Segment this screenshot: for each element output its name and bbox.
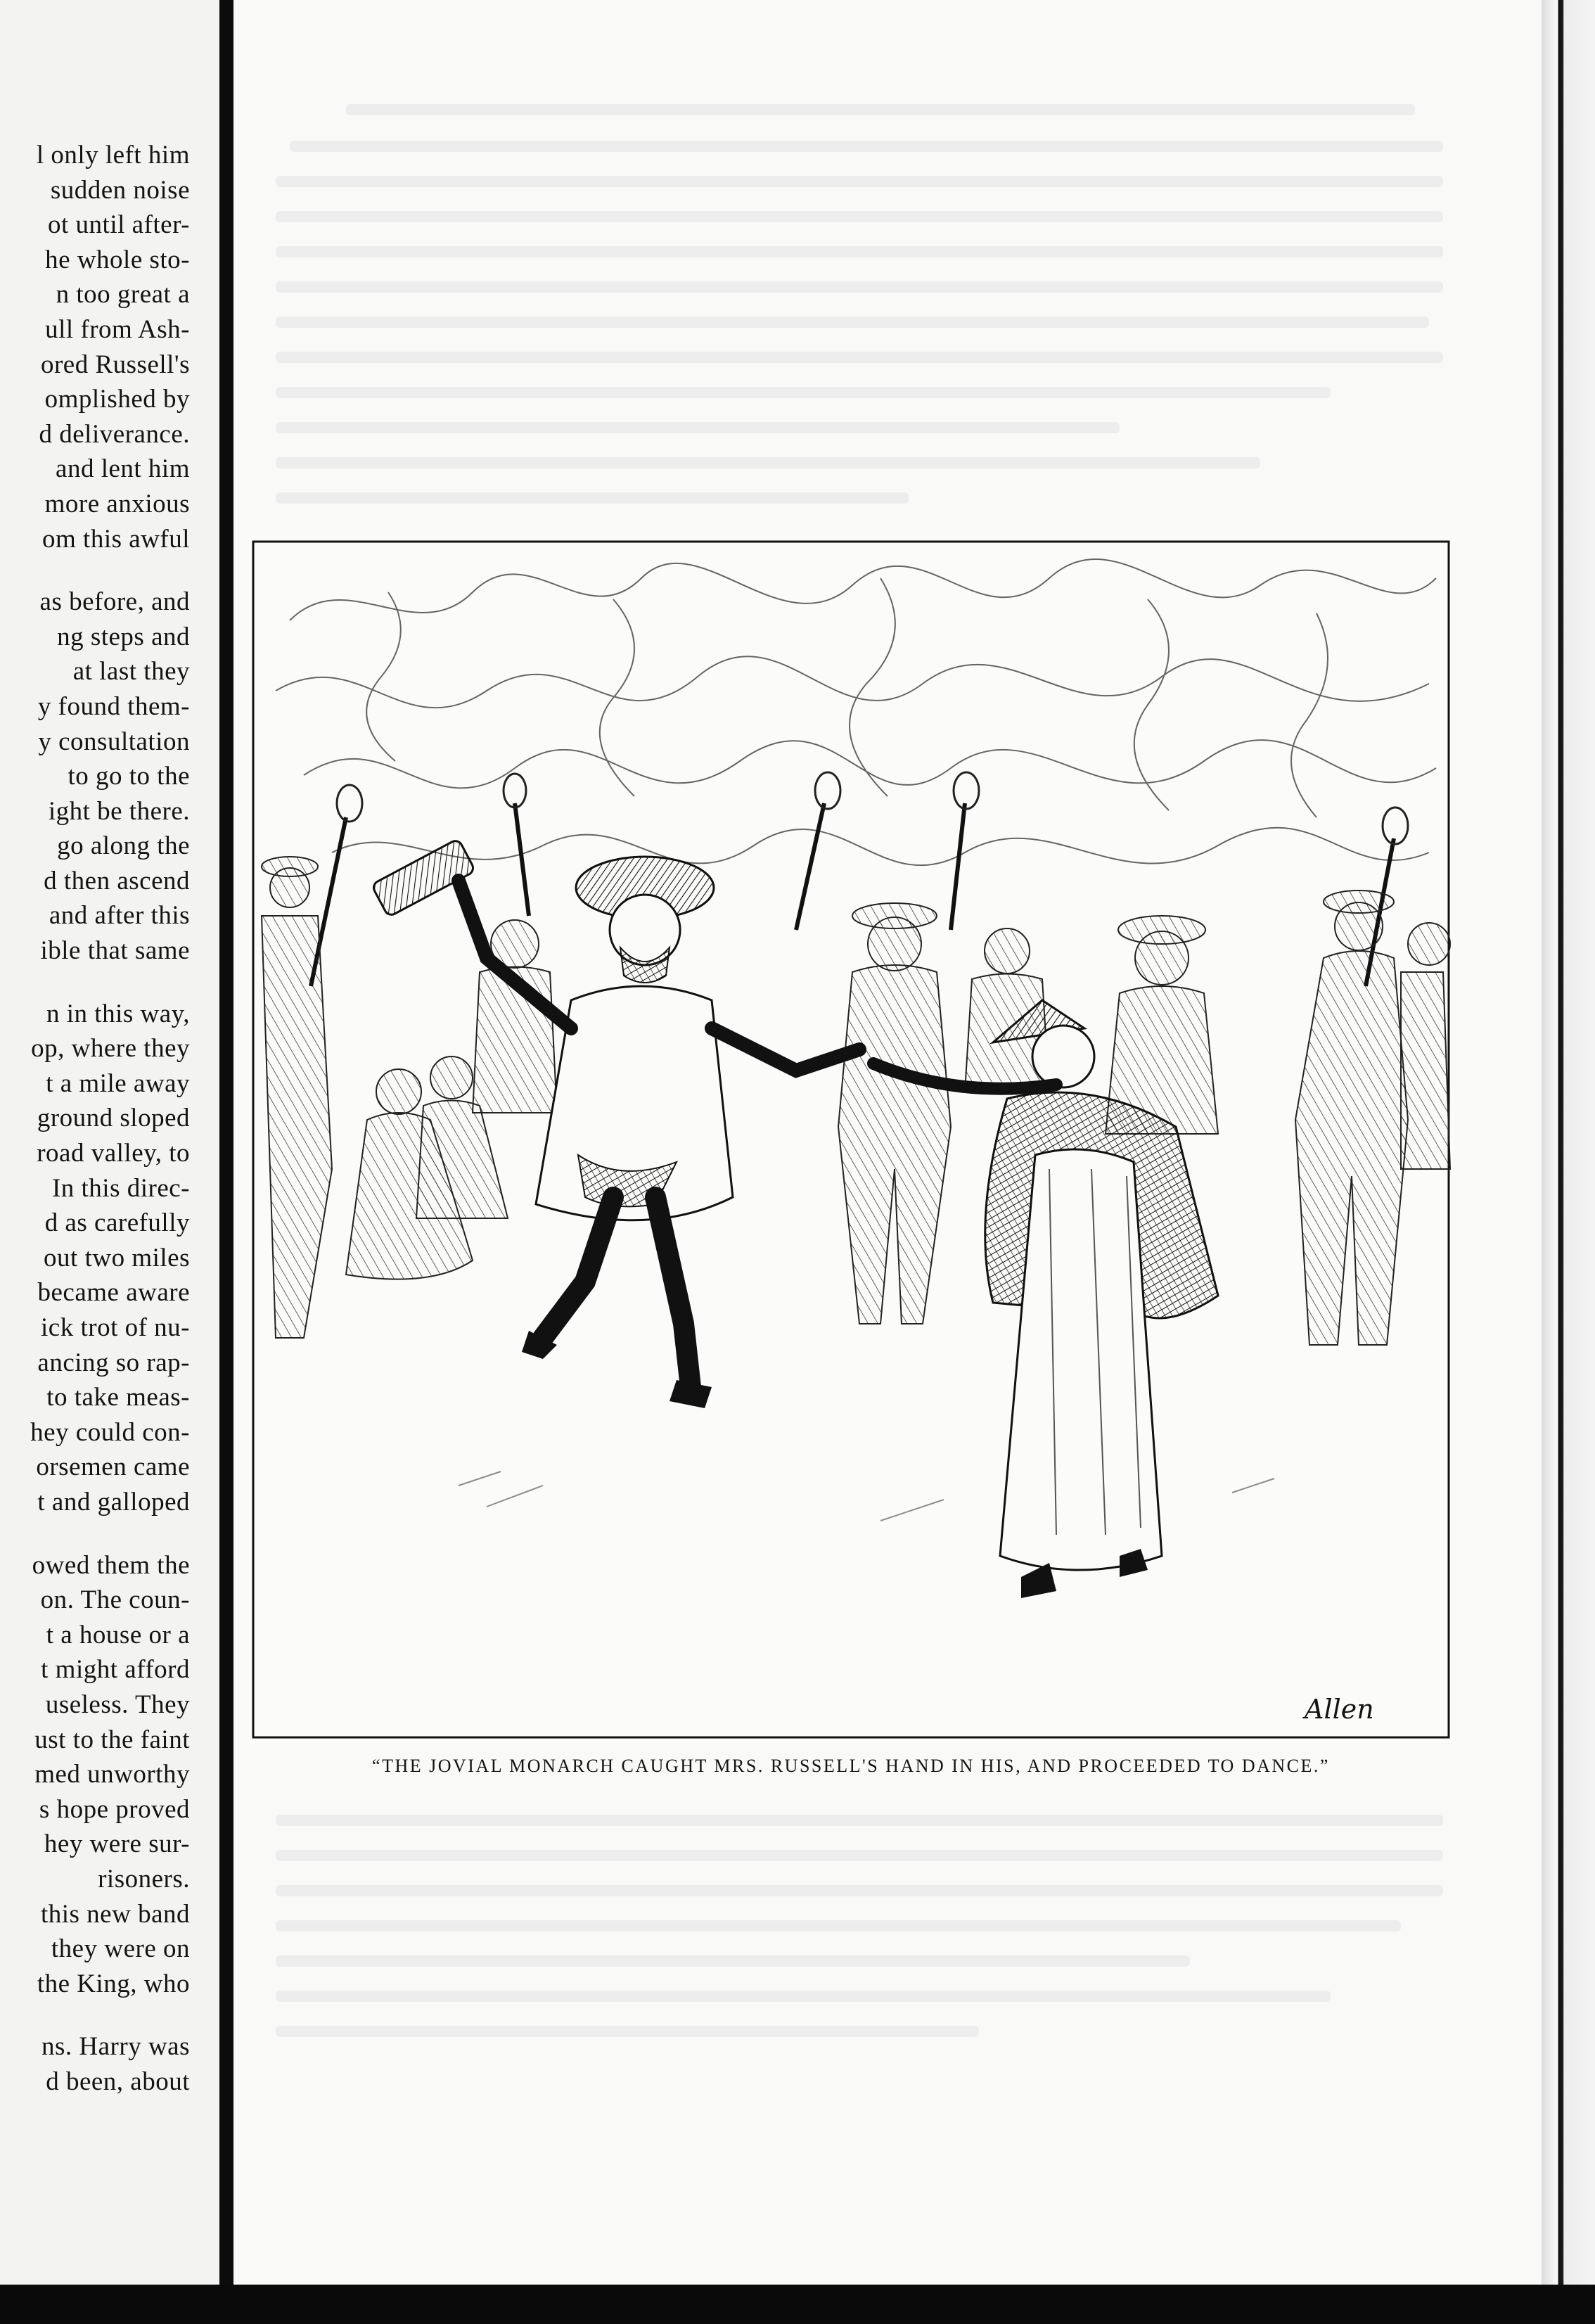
left-column-line: owed them the (32, 1550, 190, 1580)
left-column-line: ick trot of nu- (41, 1313, 190, 1342)
left-column-line: In this direc- (51, 1173, 190, 1203)
left-column-line: to take meas- (46, 1383, 190, 1412)
left-column-line: ored Russell's (40, 350, 190, 379)
left-column-line: y consultation (38, 727, 190, 756)
left-column-line: ight be there. (48, 796, 190, 826)
left-column-line: n too great a (56, 280, 190, 309)
left-column-line: ns. Harry was (41, 2032, 190, 2062)
torch-flames (337, 772, 1408, 844)
smoke (276, 559, 1436, 865)
dance-engraving (248, 536, 1454, 1743)
illustration-caption: “THE JOVIAL MONARCH CAUGHT MRS. RUSSELL'S HAND IN HIS, AND PROCEEDED TO DANCE.” (372, 1756, 1330, 1776)
left-column-line: t a mile away (46, 1068, 190, 1098)
bleed-through-line (290, 141, 1443, 152)
bleed-through-line (276, 352, 1443, 363)
left-column-line: and lent him (56, 454, 190, 484)
left-column-line: om this awful (42, 524, 190, 554)
left-column-line: became aware (37, 1278, 190, 1308)
left-column-line: and after this (49, 901, 190, 931)
left-column-line: the King, who (37, 1969, 190, 1998)
left-column-line (0, 2001, 190, 2029)
left-column-line: op, where they (31, 1034, 190, 1064)
left-column-line: more anxious (44, 489, 190, 518)
bleed-through-line (276, 281, 1443, 293)
bleed-through-line (276, 211, 1443, 222)
left-column-line: s hope proved (39, 1794, 190, 1824)
left-column-line: useless. They (45, 1690, 190, 1719)
left-column-line: t a house or a (46, 1620, 190, 1649)
bleed-through-line (276, 1885, 1443, 1896)
left-column-line: d then ascend (44, 866, 190, 895)
left-column-line: d as carefully (44, 1208, 190, 1238)
bottle (371, 838, 475, 917)
bleed-through-line (276, 457, 1260, 468)
left-column-line: med unworthy (34, 1760, 190, 1789)
left-column-line: ust to the faint (34, 1725, 190, 1754)
left-column-line: risoners. (98, 1864, 190, 1894)
left-column-line: go along the (57, 831, 190, 861)
left-column-line: hey were sur- (44, 1830, 190, 1859)
left-column-line: as before, and (39, 587, 190, 617)
left-column-line: sudden noise (50, 175, 190, 205)
left-column-line: t and galloped (37, 1487, 190, 1517)
previous-page-column (0, 0, 219, 2324)
bleed-through-line (276, 422, 1120, 433)
left-column-line: ng steps and (57, 622, 190, 651)
left-column-line: d been, about (46, 2067, 190, 2096)
bleed-through-line (276, 2026, 979, 2037)
left-column-line: orsemen came (36, 1452, 190, 1482)
left-column-line: they were on (51, 1934, 190, 1964)
left-column-line: on. The coun- (40, 1585, 190, 1615)
left-column-line: t might afford (41, 1655, 190, 1685)
bleed-through-line (276, 1815, 1443, 1826)
left-column-line: at last they (72, 657, 190, 687)
scan-bottom-edge (0, 2285, 1595, 2324)
bleed-through-line (276, 1991, 1331, 2002)
torches (311, 803, 1394, 986)
left-column-line (0, 1520, 190, 1548)
left-column-line: ull from Ash- (45, 314, 190, 344)
left-column-line: to go to the (68, 762, 190, 791)
bleed-through-line (276, 492, 909, 504)
left-column-line: ot until after- (48, 210, 190, 240)
bleed-through-line (276, 176, 1443, 187)
left-column-line: ible that same (40, 936, 190, 966)
bleed-through-line (276, 1850, 1443, 1861)
left-column-text (0, 138, 190, 2099)
left-column-line: d deliverance. (39, 419, 190, 449)
left-column-line (0, 556, 190, 585)
left-column-line: omplished by (44, 385, 190, 414)
bleed-through-line (276, 1920, 1401, 1932)
left-column-line: ground sloped (37, 1104, 190, 1133)
bleed-through-line (276, 1955, 1190, 1967)
bleed-through-line (276, 387, 1331, 398)
bleed-through-line (276, 317, 1429, 328)
bleed-through-line (276, 246, 1443, 257)
bleed-through-line (346, 104, 1415, 115)
left-column-line: road valley, to (37, 1139, 190, 1168)
left-column-line: out two miles (44, 1243, 190, 1272)
page-gutter (219, 0, 233, 2324)
left-column-line (0, 969, 190, 997)
artist-signature: Allen (1305, 1694, 1374, 1725)
left-column-line: l only left him (36, 141, 190, 170)
left-column-line: y found them- (37, 691, 190, 721)
left-column-line: he whole sto- (45, 245, 190, 274)
left-column-line: this new band (40, 1899, 190, 1929)
page-edge (1542, 0, 1595, 2324)
left-column-line: ancing so rap- (37, 1348, 190, 1377)
left-column-line: hey could con- (30, 1417, 190, 1447)
left-column-line: n in this way, (46, 999, 190, 1028)
